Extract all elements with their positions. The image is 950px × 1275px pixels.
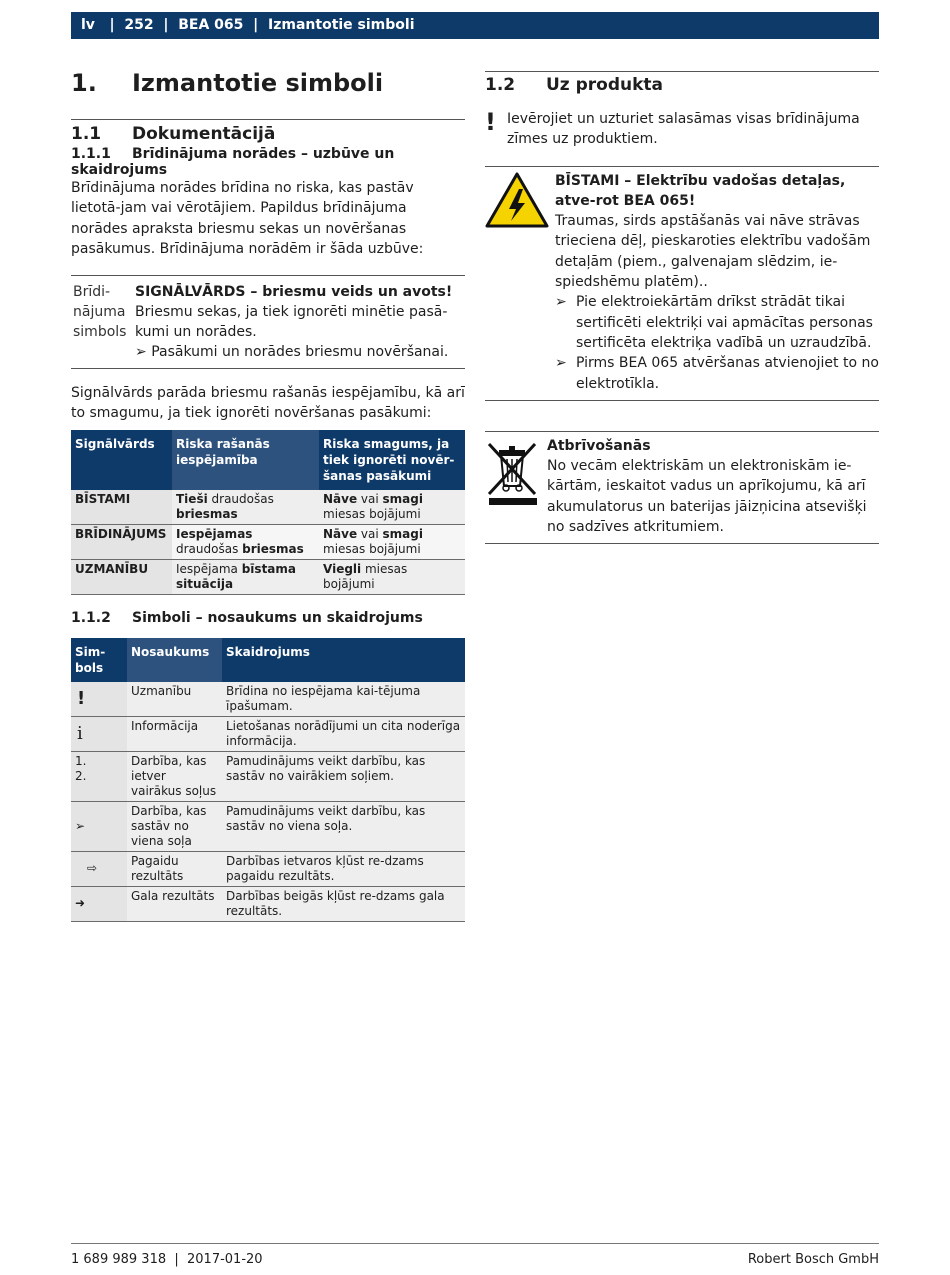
risk-header-word: Signālvārds — [71, 430, 172, 490]
consequence-line: Briesmu sekas, ja tiek ignorēti minētie pasā-kumi un norādes. — [135, 304, 448, 341]
left-column — [71, 60, 465, 922]
info-icon: i — [71, 716, 127, 751]
product-note: ! Ievērojiet un uzturiet salasāmas visas brīdinājuma zīmes uz produktiem. — [485, 109, 879, 150]
section-heading-1-1-2: 1.1.2 Simboli – nosaukums un skaidrojums — [71, 609, 423, 626]
risk-row-danger: BĪSTAMI Tieši draudošas briesmas Nāve vai smagi miesas bojājumi — [71, 490, 465, 525]
symbol-table — [71, 638, 465, 922]
risk-row-caution: UZMANĪBU Iespējama bīstama situācija Viegli miesas bojājumi — [71, 559, 465, 594]
disposal-title: Atbrīvošanās — [547, 437, 651, 454]
risk-header-sev: Riska smagums, ja tiek ignorēti novēr-šanas pasākumi — [319, 430, 465, 490]
intro-paragraph: Brīdinājuma norādes brīdina no riska, kas pastāv lietotā-jam vai vērotājiem. Papildus brīdinājuma norādes apraksta briesmu sekas un novēršanas pasākumus. Brīdinājuma norādēm ir šāda uzbūve: — [71, 180, 424, 257]
attention-icon: ! — [71, 682, 127, 717]
warning-structure-box — [71, 275, 465, 369]
section-heading-1-1-1: 1.1.1 Brīdinājuma norādes – uzbūve un skaidrojums — [71, 146, 395, 178]
symbol-row-interim: ⇨ Pagaidu rezultāts Darbības ietvaros kļūst re-dzams pagaidu rezultāts. — [71, 851, 465, 886]
symbol-row-attention: ! Uzmanību Brīdina no iespējama kai-tējuma īpašumam. — [71, 682, 465, 717]
symbol-row-singlestep: ➢ Darbība, kas sastāv no viena soļa Pamudinājums veikt darbību, kas sastāv no viena soļa. — [71, 801, 465, 851]
outline-arrow-icon: ⇨ — [71, 851, 127, 886]
bold-arrow-icon: ➜ — [71, 886, 127, 921]
danger-title: BĪSTAMI – Elektrību vadošas detaļas, atve-rot BEA 065! — [555, 172, 846, 209]
symbol-row-final: ➜ Gala rezultāts Darbības beigās kļūst re-dzams gala rezultāts. — [71, 886, 465, 921]
footer-doc-info: 1 689 989 318 | 2017-01-20 — [71, 1252, 263, 1267]
right-column — [485, 60, 879, 544]
disposal-body: No vecām elektriskām un elektroniskām ie-kārtām, ieskaitot vadus un aprīkojumu, kā arī akumulatorus un baterijas jāizņicina atsevišķi no sadzīves atkritumiem. — [547, 458, 867, 536]
danger-step-1: ➢ Pie elektroiekārtām drīkst strādāt tikai sertificēti elektriķi vai apmācītas personas sertificēta elektriķa vadībā un uzraudzībā. — [555, 294, 873, 351]
warning-symbol-label: Brīdi-nājuma simbols — [73, 284, 127, 341]
danger-body: Traumas, sirds apstāšanās vai nāve strāvas trieciena dēļ, pieskaroties elektrību vadošām detaļām (piem., galvenajam slēdzim, ie-spiedshēmu platēm).. — [555, 213, 871, 291]
risk-table — [71, 430, 465, 595]
symbol-header-sym: Sim-bols — [71, 638, 127, 682]
high-voltage-icon — [485, 171, 555, 394]
measures-line: ➢ Pasākumi un norādes briesmu novēršanai. — [135, 344, 449, 361]
section-heading-1-1: 1.1 Dokumentācijā — [71, 124, 276, 144]
page-header: lv | 252 | BEA 065 | Izmantotie simboli — [71, 12, 879, 39]
page-footer — [71, 1243, 879, 1267]
attention-icon: ! — [485, 108, 496, 136]
symbol-header-name: Nosaukums — [127, 638, 222, 682]
chapter-title: 1. Izmantotie simboli — [71, 69, 384, 97]
symbol-row-info: i Informācija Lietošanas norādījumi un cita noderīga informācija. — [71, 716, 465, 751]
weee-bin-icon — [485, 436, 547, 537]
risk-row-warning: BRĪDINĀJUMS Iespējamas draudošas briesmas Nāve vai smagi miesas bojājumi — [71, 524, 465, 559]
arrowhead-icon: ➢ — [71, 801, 127, 851]
disposal-box — [485, 431, 879, 544]
multistep-icon: 1. 2. — [71, 751, 127, 801]
signal-word-line: SIGNĀLVĀRDS – briesmu veids un avots! — [135, 284, 453, 301]
symbol-header-desc: Skaidrojums — [222, 638, 465, 682]
symbol-row-multistep: 1. 2. Darbība, kas ietver vairākus soļus Pamudinājums veikt darbību, kas sastāv no vairākiem soļiem. — [71, 751, 465, 801]
danger-box — [485, 166, 879, 401]
signal-intro: Signālvārds parāda briesmu rašanās iespējamību, kā arī to smagumu, ja tiek ignorēti novēršanas pasākumi: — [71, 385, 465, 422]
danger-step-2: ➢ Pirms BEA 065 atvēršanas atvienojiet to no elektrotīkla. — [555, 355, 879, 392]
footer-company: Robert Bosch GmbH — [747, 1252, 879, 1267]
section-heading-1-2: 1.2 Uz produkta — [485, 75, 664, 95]
risk-header-prob: Riska rašanās iespējamība — [172, 430, 319, 490]
